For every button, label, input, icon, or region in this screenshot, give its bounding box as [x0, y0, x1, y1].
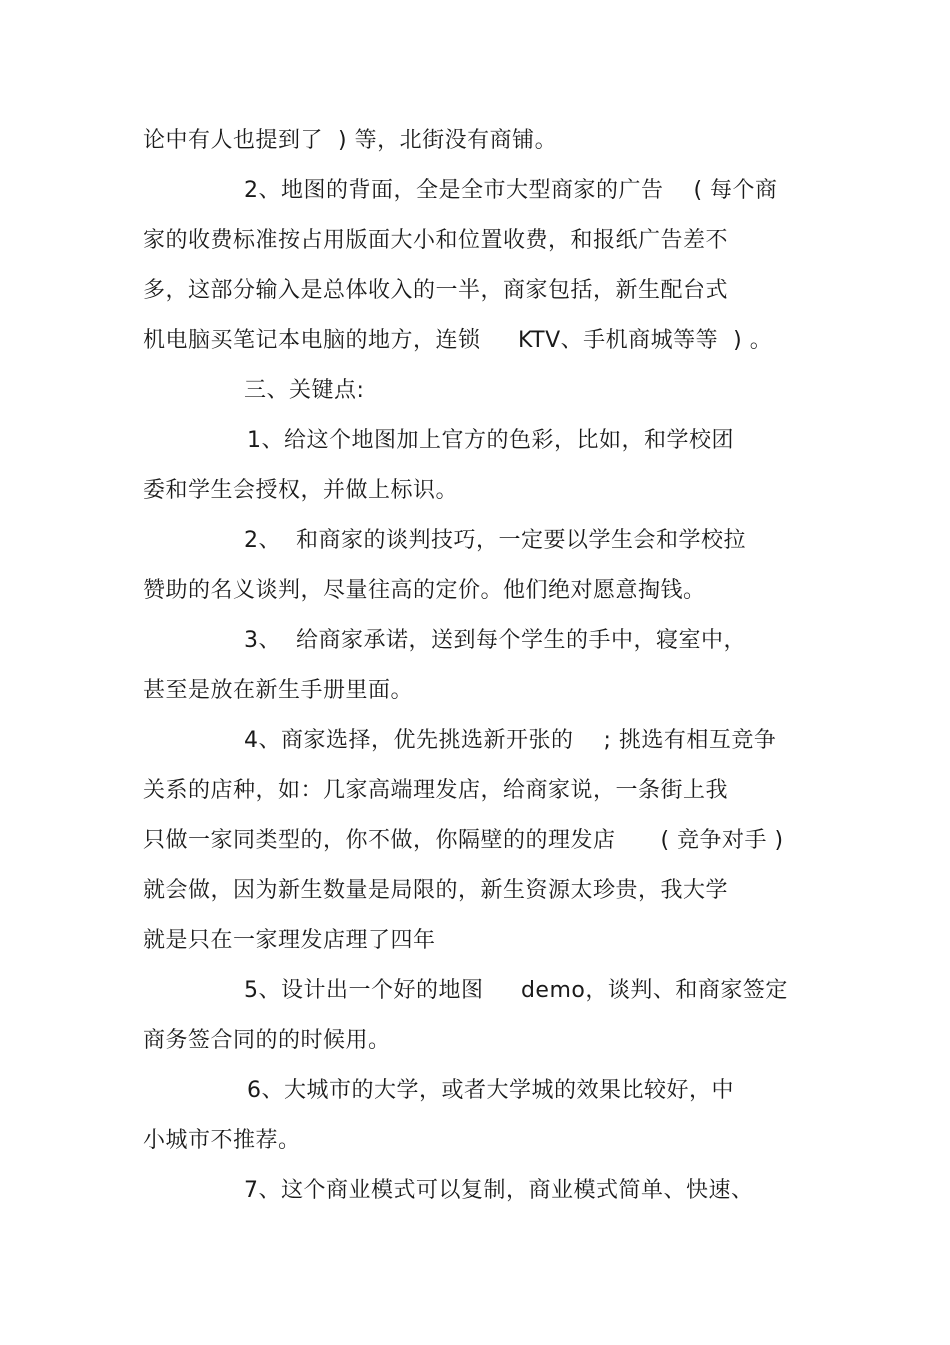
text-line: 2、 和商家的谈判技巧，一定要以学生会和学校拉 — [244, 528, 746, 553]
text-line: 小城市不推荐。 — [143, 1128, 301, 1153]
text-line: 3、 给商家承诺，送到每个学生的手中，寝室中， — [244, 628, 746, 653]
text-line: 就是只在一家理发店理了四年 — [143, 928, 436, 953]
text-line: 委和学生会授权，并做上标识。 — [143, 478, 459, 503]
text-line: 甚至是放在新生手册里面。 — [143, 678, 414, 703]
section-heading: 三、关键点: — [244, 378, 365, 403]
text-line: 多，这部分输入是总体收入的一半，商家包括，新生配台式 — [143, 278, 729, 303]
text-line: 7、这个商业模式可以复制，商业模式简单、快速、 — [244, 1178, 754, 1203]
text-line: 家的收费标准按占用版面大小和位置收费，和报纸广告差不 — [143, 228, 729, 253]
text-line: 4、商家选择，优先挑选新开张的 ; 挑选有相互竞争 — [244, 728, 777, 753]
text-line: 1、给这个地图加上官方的色彩，比如，和学校团 — [247, 428, 734, 453]
text-line: 赞助的名义谈判，尽量往高的定价。他们绝对愿意掏钱。 — [143, 578, 706, 603]
text-line: 机电脑买笔记本电脑的地方，连锁 KTV、手机商城等等 ) 。 — [143, 328, 773, 353]
text-line: 论中有人也提到了 ) 等，北街没有商铺。 — [143, 128, 558, 153]
text-line: 2、地图的背面，全是全市大型商家的广告 ( 每个商 — [244, 178, 778, 203]
text-line: 关系的店种，如：几家高端理发店，给商家说，一条街上我 — [143, 778, 729, 803]
text-line: 商务签合同的的时候用。 — [143, 1028, 391, 1053]
text-line: 6、大城市的大学，或者大学城的效果比较好，中 — [247, 1078, 734, 1103]
text-line: 5、设计出一个好的地图 demo，谈判、和商家签定 — [244, 978, 788, 1003]
text-line: 只做一家同类型的，你不做，你隔壁的的理发店 ( 竞争对手 ) — [143, 828, 784, 853]
text-line: 就会做，因为新生数量是局限的，新生资源太珍贵，我大学 — [143, 878, 729, 903]
